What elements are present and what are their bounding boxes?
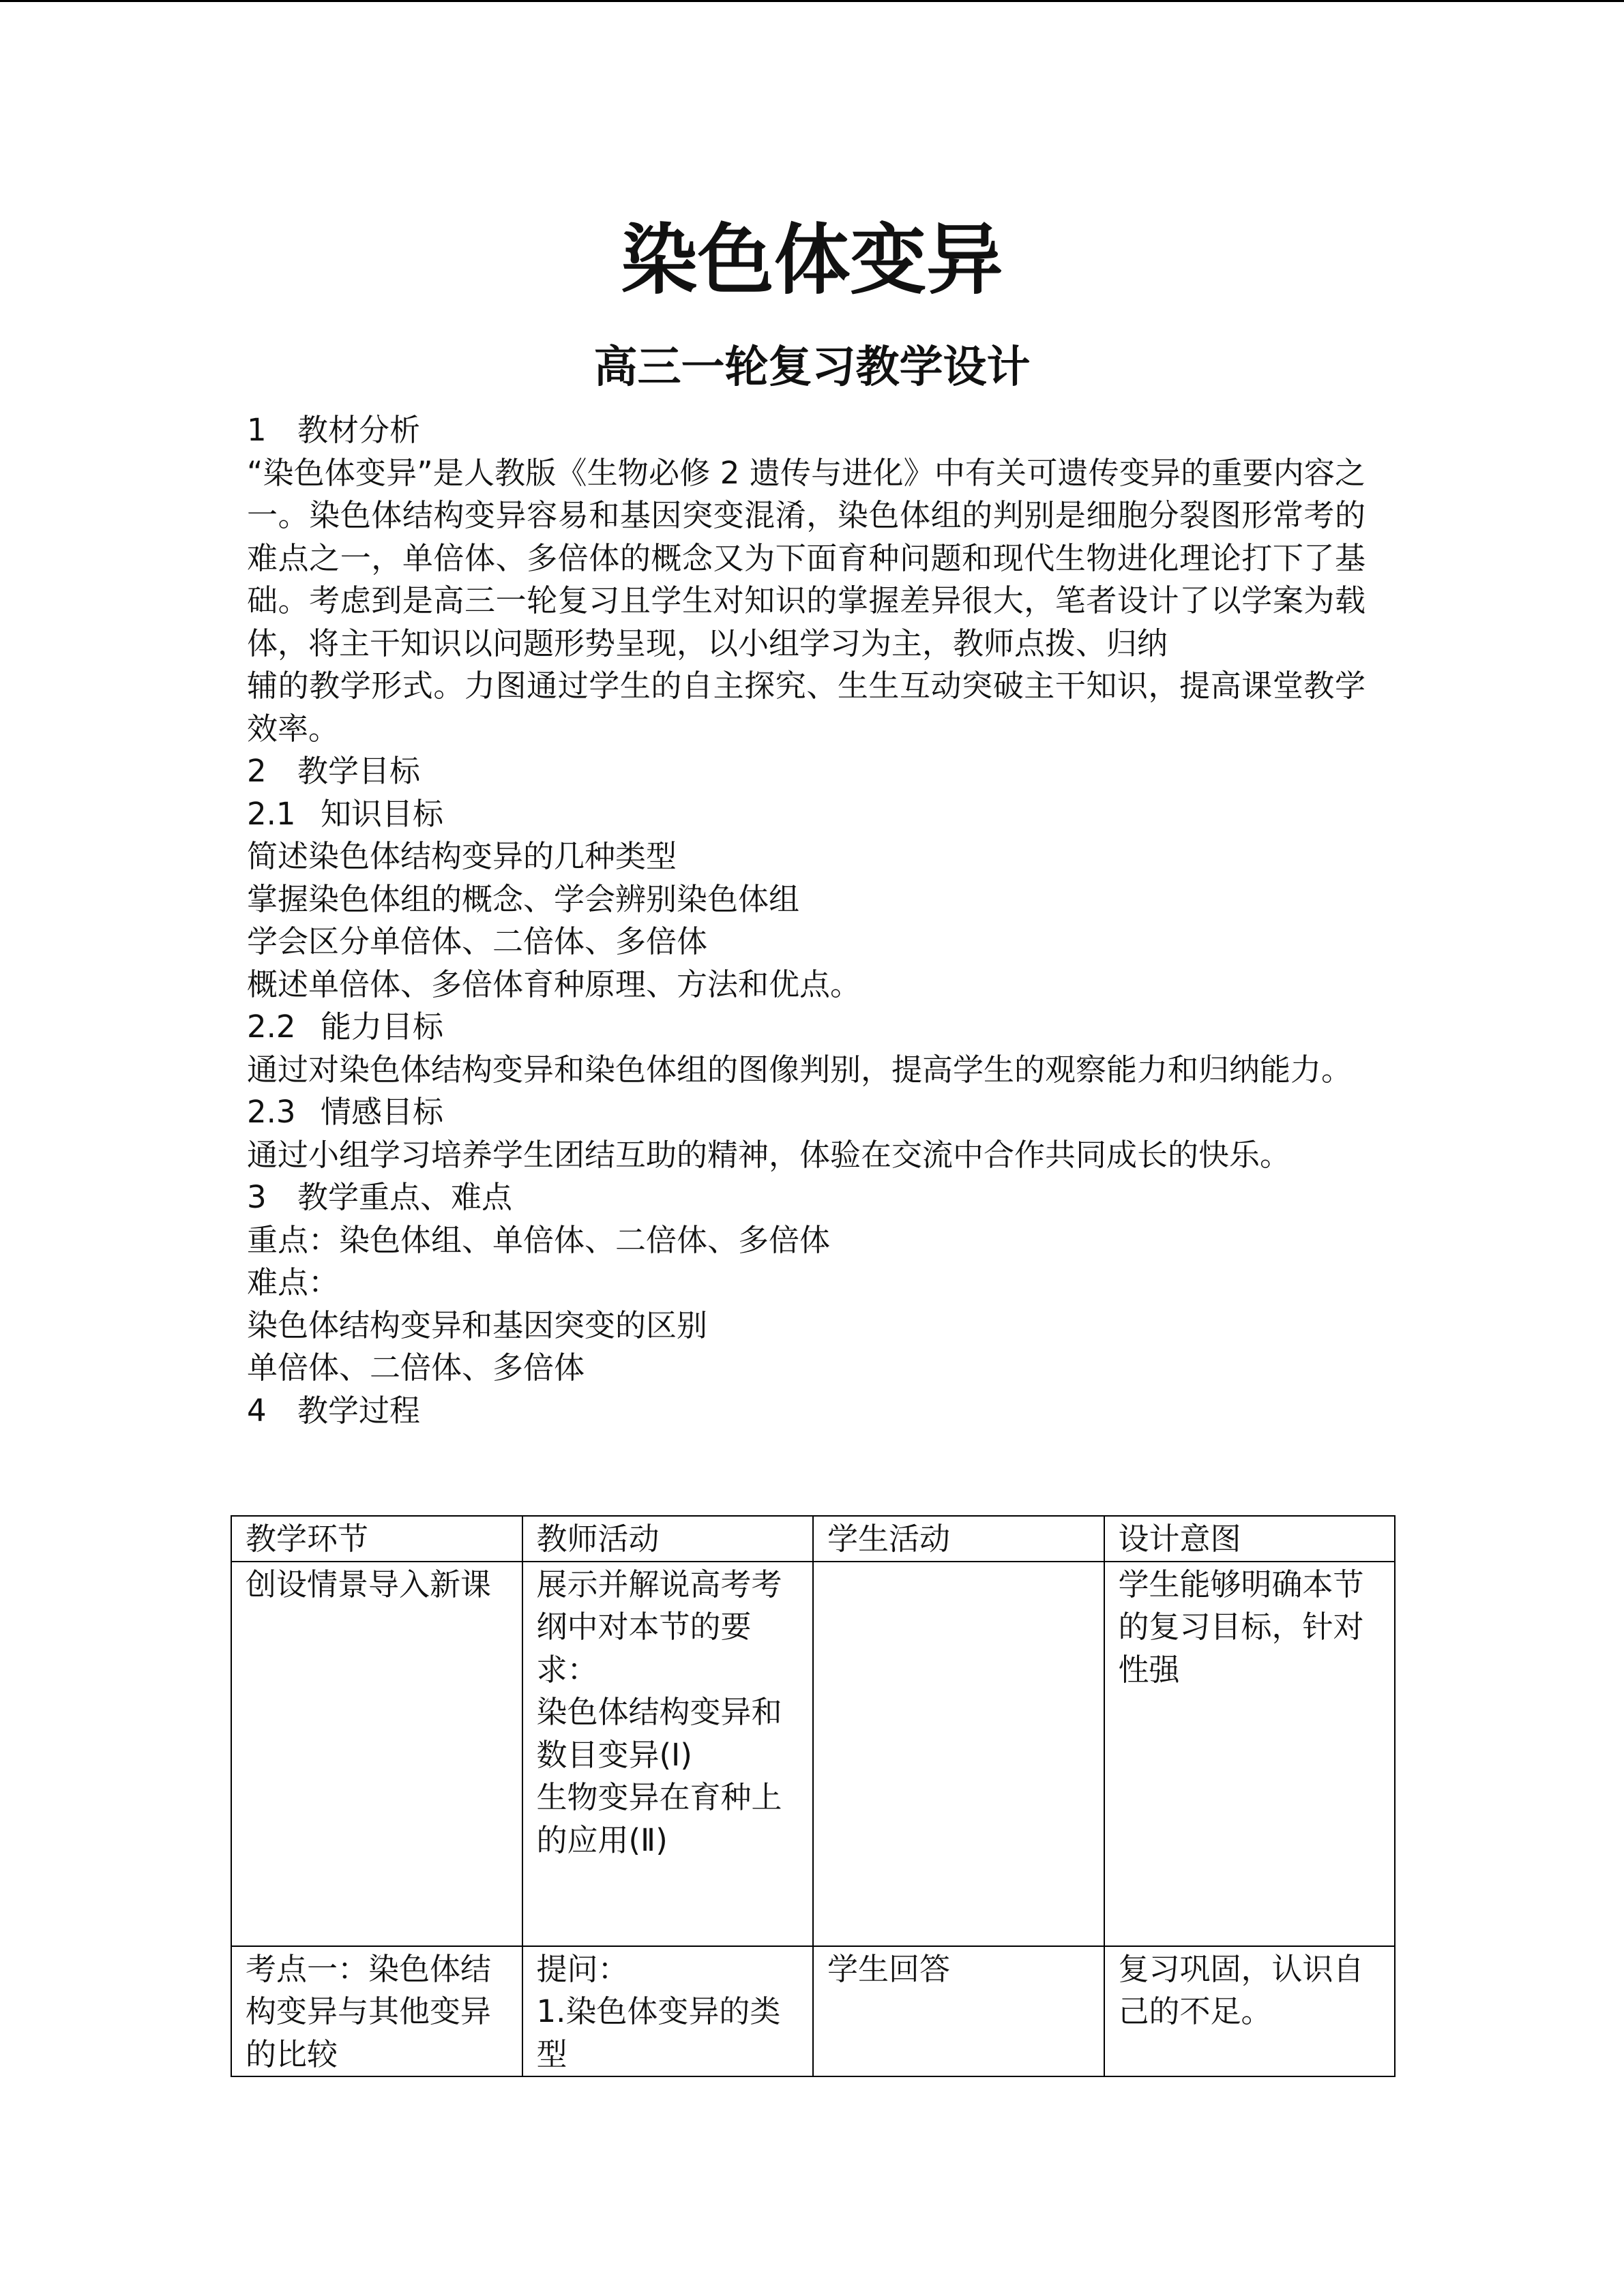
knowledge-goal-item: 简述染色体结构变异的几种类型	[247, 838, 677, 874]
key-points: 重点：染色体组、单倍体、二倍体、多倍体	[247, 1221, 831, 1258]
emotion-goal-paragraph: 通过小组学习培养学生团结互助的精神，体验在交流中合作共同成长的快乐。	[247, 1136, 1291, 1173]
table-row	[231, 1562, 1395, 1946]
difficult-point-item: 单倍体、二倍体、多倍体	[247, 1350, 585, 1386]
section-title: 教学过程	[297, 1392, 421, 1429]
section-number: 2	[247, 753, 267, 789]
table-header-row	[231, 1516, 1395, 1562]
document-title: 染色体变异	[621, 216, 1003, 305]
paragraph-material-analysis: “染色体变异”是人教版《生物必修 2 遗传与进化》中有关可遗传变异的重要内容之一。染色体结构变异容易和基因突变混淆，染色体组的判别是细胞分裂图形常考的难点之一，单倍体、多倍体的概念又为下面育种问题和现代生物进化理论打下了基础。考虑到是高三一轮复习且学生对知识的掌握差异很大，笔者设计了以学案为载体，将主干知识以问题形势呈现，以小组学习为主，教师点拨、归纳	[247, 454, 1365, 661]
table-row	[231, 1946, 1395, 2077]
section-title: 知识目标	[321, 795, 444, 832]
section-number: 4	[247, 1392, 267, 1429]
section-heading-3	[247, 1176, 1365, 1219]
section-number: 2.2	[247, 1009, 296, 1045]
table-header-cell: 设计意图	[1104, 1516, 1396, 1562]
section-heading-1	[247, 409, 1365, 452]
section-title: 能力目标	[321, 1009, 444, 1045]
design-intent-cell: 学生能够明确本节的复习目标，针对性强	[1104, 1562, 1396, 1946]
section-number: 3	[247, 1179, 267, 1215]
teacher-activity-line: 展示并解说高考考纲中对本节的要求：	[536, 1566, 782, 1688]
section-title: 教学重点、难点	[297, 1179, 513, 1215]
section-title: 教材分析	[297, 412, 421, 448]
teacher-activity-line: 染色体结构变异和数目变异(Ⅰ)	[536, 1694, 782, 1773]
student-activity-cell	[813, 1562, 1104, 1946]
table-header-cell: 教师活动	[522, 1516, 814, 1562]
section-heading-2-2	[247, 1006, 1365, 1049]
section-number: 2.1	[247, 795, 296, 832]
paragraph-teaching-form: 辅的教学形式。力图通过学生的自主探究、生生互动突破主干知识，提高课堂教学效率。	[247, 668, 1365, 747]
document-subtitle: 高三一轮复习教学设计	[593, 342, 1031, 393]
student-activity-cell: 学生回答	[813, 1946, 1104, 2077]
table-header-cell: 教学环节	[231, 1516, 522, 1562]
teacher-activity-line: 1.染色体变异的类型	[536, 1993, 781, 2072]
document-body	[247, 409, 1365, 1432]
teacher-activity-cell	[522, 1946, 814, 2077]
teacher-activity-line: 提问：	[536, 1950, 629, 1987]
knowledge-goal-item: 学会区分单倍体、二倍体、多倍体	[247, 923, 708, 959]
section-number: 2.3	[247, 1094, 296, 1130]
ability-goal-paragraph: 通过对染色体结构变异和染色体组的图像判别，提高学生的观察能力和归纳能力。	[247, 1051, 1353, 1088]
section-heading-2	[247, 750, 1365, 793]
section-heading-4	[247, 1390, 1365, 1433]
knowledge-goal-item: 掌握染色体组的概念、学会辨别染色体组	[247, 880, 800, 917]
stage-cell: 创设情景导入新课	[231, 1562, 522, 1946]
teacher-activity-cell	[522, 1562, 814, 1946]
difficult-points-label: 难点：	[247, 1264, 340, 1300]
knowledge-goal-item: 概述单倍体、多倍体育种原理、方法和优点。	[247, 966, 861, 1002]
section-title: 情感目标	[321, 1094, 444, 1130]
teaching-process-table	[231, 1515, 1396, 2077]
section-heading-2-3	[247, 1091, 1365, 1134]
table-header-cell: 学生活动	[813, 1516, 1104, 1562]
page-top-rule	[0, 0, 1624, 2]
stage-cell: 考点一：染色体结构变异与其他变异的比较	[231, 1946, 522, 2077]
section-title: 教学目标	[297, 753, 421, 789]
design-intent-cell: 复习巩固，认识自己的不足。	[1104, 1946, 1396, 2077]
section-heading-2-1	[247, 793, 1365, 836]
teacher-activity-line: 生物变异在育种上的应用(Ⅱ)	[536, 1779, 782, 1858]
section-number: 1	[247, 412, 267, 448]
difficult-point-item: 染色体结构变异和基因突变的区别	[247, 1307, 708, 1343]
